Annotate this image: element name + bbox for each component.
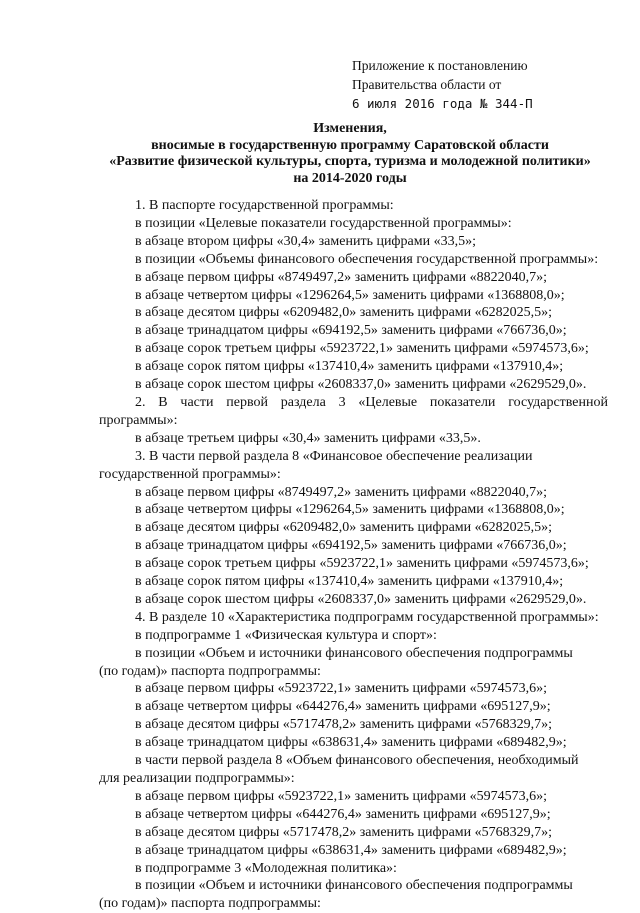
title-line: Изменения, [313,121,387,136]
paragraph: в абзаце десятом цифры «6209482,0» заменить цифрами «6282025,5»; [135,305,553,321]
paragraph: в абзаце втором цифры «30,4» заменить цифрами «33,5»; [135,233,476,249]
paragraph: в абзаце десятом цифры «5717478,2» заменить цифрами «5768329,7»; [135,717,553,733]
title-line: вносимые в государственную программу Саратовской области [151,137,549,153]
document-title [80,121,620,187]
paragraph: в позиции «Объем и источники финансового обеспечения подпрограммы [135,878,573,894]
paragraph: в позиции «Целевые показатели государственной программы»: [135,215,512,231]
header-date-line: 6 июля 2016 года № 344-П [352,96,533,111]
paragraph-continuation: для реализации подпрограммы»: [99,771,295,786]
paragraph-continuation: государственной программы»: [99,466,281,482]
title-line: «Развитие физической культуры, спорта, туризма и молодежной политики» [109,154,591,169]
paragraph: в абзаце первом цифры «8749497,2» заменить цифрами «8822040,7»; [135,269,547,285]
paragraph: 3. В части первой раздела 8 «Финансовое обеспечение реализации [135,448,533,464]
paragraph: 1. В паспорте государственной программы: [135,198,394,213]
paragraph: в абзаце первом цифры «5923722,1» заменить цифрами «5974573,6»; [135,788,547,804]
header-line: Правительства области от [352,77,502,92]
paragraph: в абзаце тринадцатом цифры «694192,5» заменить цифрами «766736,0»; [135,323,567,339]
paragraph: в подпрограмме 1 «Физическая культура и спорт»: [135,627,437,643]
paragraph: в абзаце сорок пятом цифры «137410,4» заменить цифрами «137910,4»; [135,574,564,590]
paragraph: в абзаце четвертом цифры «644276,4» заменить цифрами «695127,9»; [135,699,551,715]
paragraph: в абзаце сорок шестом цифры «2608337,0» заменить цифрами «2629529,0». [135,591,587,607]
paragraph: в абзаце тринадцатом цифры «638631,4» заменить цифрами «689482,9»; [135,735,567,751]
paragraph: 4. В разделе 10 «Характеристика подпрограмм государственной программы»: [135,609,599,625]
paragraph: в абзаце сорок шестом цифры «2608337,0» заменить цифрами «2629529,0». [135,377,587,393]
paragraph: в абзаце первом цифры «8749497,2» заменить цифрами «8822040,7»; [135,484,547,500]
paragraph: в абзаце сорок третьем цифры «5923722,1» заменить цифрами «5974573,6»; [135,556,589,572]
paragraph: в подпрограмме 3 «Молодежная политика»: [135,860,397,876]
paragraph: в абзаце тринадцатом цифры «694192,5» заменить цифрами «766736,0»; [135,538,567,554]
paragraph: в позиции «Объемы финансового обеспечения государственной программы»: [135,251,599,267]
paragraph: в абзаце сорок пятом цифры «137410,4» заменить цифрами «137910,4»; [135,359,564,375]
title-line: на 2014-2020 годы [293,170,407,186]
paragraph: в абзаце четвертом цифры «644276,4» заменить цифрами «695127,9»; [135,806,551,822]
appendix-header [352,56,533,113]
paragraph: в абзаце третьем цифры «30,4» заменить цифрами «33,5». [135,430,481,446]
paragraph: в абзаце тринадцатом цифры «638631,4» заменить цифрами «689482,9»; [135,842,567,858]
header-line: Приложение к постановлению [352,58,528,73]
paragraph: в части первой раздела 8 «Объем финансового обеспечения, необходимый [135,753,579,769]
paragraph: 2. В части первой раздела 3 «Целевые показатели государственной программы»: [99,394,608,428]
paragraph-continuation: (по годам)» паспорта подпрограммы: [99,896,321,912]
paragraph: в абзаце сорок третьем цифры «5923722,1» заменить цифрами «5974573,6»; [135,341,589,357]
paragraph: в абзаце четвертом цифры «1296264,5» заменить цифрами «1368808,0»; [135,502,565,518]
paragraph: в абзаце первом цифры «5923722,1» заменить цифрами «5974573,6»; [135,681,547,697]
paragraph: в абзаце десятом цифры «6209482,0» заменить цифрами «6282025,5»; [135,520,553,536]
paragraph: в абзаце десятом цифры «5717478,2» заменить цифрами «5768329,7»; [135,824,553,840]
document-body [99,197,608,913]
paragraph: в абзаце четвертом цифры «1296264,5» заменить цифрами «1368808,0»; [135,287,565,303]
paragraph: в позиции «Объем и источники финансового обеспечения подпрограммы [135,645,573,661]
paragraph-continuation: (по годам)» паспорта подпрограммы: [99,663,321,679]
